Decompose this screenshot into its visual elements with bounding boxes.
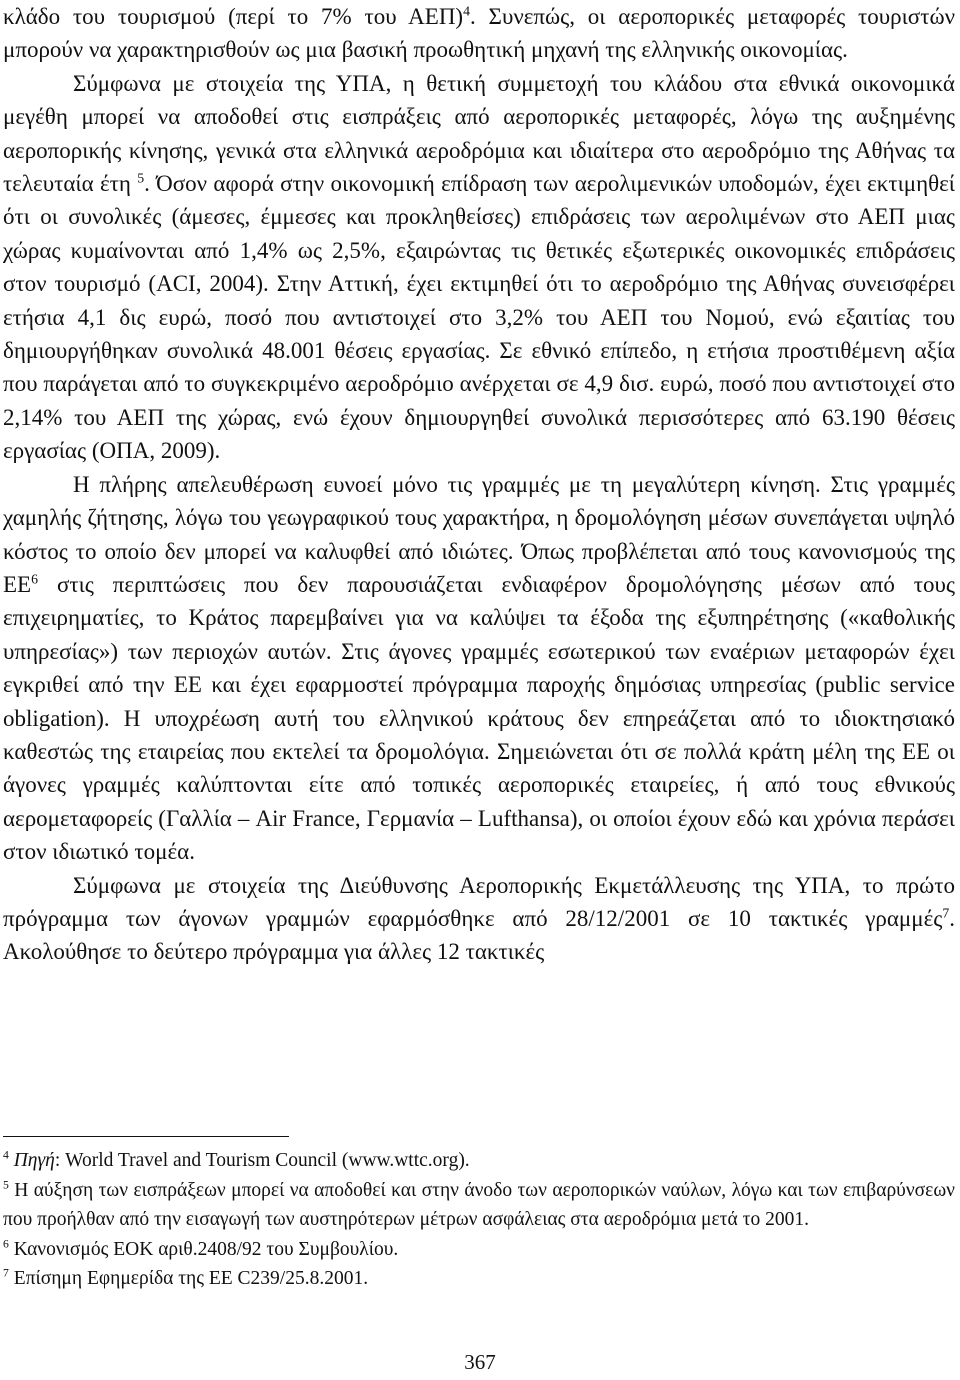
footnote-ref: 6: [31, 571, 39, 587]
page-number: 367: [464, 1350, 496, 1374]
text-run: Σύμφωνα με στοιχεία της Διεύθυνσης Αεροπορικής Εκμετάλλευσης της ΥΠΑ, το πρώτο πρόγραμμα των άγονων γραμμών εφαρμόσθηκε από 28/12/2001 σε 10 τακτικές γραμμές: [3, 872, 955, 931]
text-run: κλάδο του τουρισμού (περί το 7% του ΑΕΠ): [3, 4, 464, 29]
text-run: Η αύξηση των εισπράξεων μπορεί να αποδοθεί και στην άνοδο των αεροπορικών ναύλων, λόγω και των επιβαρύνσεων που προήλθαν από την εισαγωγή των αυστηρότερων μέτρων ασφάλειας στα αεροδρόμια μετά το 2001.: [3, 1179, 955, 1230]
footnotes: [3, 1146, 955, 1294]
text-run: . Συνεπώς, οι αεροπορικές μεταφορές τουριστών μπορούν να χαρακτηρισθούν ως μια βασική προωθητική μηχανή της ελληνικής οικονομίας.: [3, 4, 955, 63]
footnote-separator: [3, 1136, 289, 1137]
footnote-ref: 4: [463, 3, 470, 19]
paragraph: [3, 67, 955, 468]
footnote: [3, 1176, 955, 1235]
paragraph: [3, 468, 955, 869]
body-text: [3, 0, 955, 969]
footnote: [3, 1264, 955, 1294]
paragraph: [3, 0, 955, 67]
text-run: Κανονισμός ΕΟΚ αριθ.2408/92 του Συμβουλίου.: [8, 1238, 399, 1260]
footnote-ref: 6: [3, 1237, 9, 1250]
text-run-italic: Πηγή: [13, 1150, 55, 1171]
footnote-ref: 7: [3, 1266, 9, 1280]
text-run: Σύμφωνα με στοιχεία της ΥΠΑ, η θετική συμμετοχή του κλάδου στα εθνικά οικονομικά μεγέθη μπορεί να αποδοθεί στις εισπράξεις από αεροπορικές μεταφορές, λόγω της αυξημένης αεροπορικής κίνησης, γενικά στα ελληνικά αεροδρόμια και ιδιαίτερα στο αεροδρόμιο της Αθήνας τα τελευταία έτη: [3, 70, 955, 197]
footnote: [3, 1146, 955, 1176]
footnote: [3, 1235, 955, 1265]
footnote-ref: 5: [3, 1178, 9, 1191]
text-run: Επίσημη Εφημερίδα της ΕΕ C239/25.8.2001.: [8, 1268, 369, 1289]
text-run: . Ακολούθησε το δεύτερο πρόγραμμα για άλλες 12 τακτικές: [3, 905, 955, 965]
text-run: : World Travel and Tourism Council (www.wttc.org).: [54, 1150, 470, 1171]
paragraph: [3, 869, 955, 969]
text-run: Η πλήρης απελευθέρωση ευνοεί μόνο τις γραμμές με τη μεγαλύτερη κίνηση. Στις γραμμές χαμηλής ζήτησης, λόγω του γεωγραφικού τους χαρακτήρα, η δρομολόγηση μέσων συνεπάγεται υψηλό κόστος το οποίο δεν μπορεί να καλυφθεί από ιδιώτες. Όπως προβλέπεται από τους κανονισμούς της ΕΕ: [3, 471, 955, 597]
footnote-ref: 5: [137, 170, 145, 186]
footnote-ref: 7: [942, 905, 950, 921]
text-run: στις περιπτώσεις που δεν παρουσιάζεται ενδιαφέρον δρομολόγησης μέσων από τους επιχειρηματίες, το Κράτος παρεμβαίνει για να καλύψει τα έξοδα της εξυπηρέτησης («καθολικής υπηρεσίας») των περιοχών αυτών. Στις άγονες γραμμές εσωτερικού των εναέριων μεταφορών έχει εγκριθεί από την ΕΕ και έχει εφαρμοστεί πρόγραμμα παροχής δημόσιας υπηρεσίας (public service obligation). Η υποχρέωση αυτή του ελληνικού κράτους δεν επηρεάζεται από το ιδιοκτησιακό καθεστώς της εταιρείας που εκτελεί τα δρομολόγια. Σημειώνεται ότι σε πολλά κράτη μέλη της ΕΕ οι άγονες γραμμές καλύπτονται είτε από τοπικές αεροπορικές εταιρείες, ή από τους εθνικούς αερομεταφορείς (Γαλλία – Air France, Γερμανία – Lufthansa), οι οποίοι έχουν εδώ και χρόνια περάσει στον ιδιωτικό τομέα.: [3, 571, 955, 865]
footnote-ref: 4: [3, 1148, 9, 1162]
text-run: . Όσον αφορά στην οικονομική επίδραση των αερολιμενικών υποδομών, έχει εκτιμηθεί ότι οι συνολικές (άμεσες, έμμεσες και προκληθείσες) επιδράσεις των αερολιμένων στο ΑΕΠ μιας χώρας κυμαίνονται από 1,4% ως 2,5%, εξαιρώντας τις θετικές εξωτερικές οικονομικές επιδράσεις στον τουρισμό (ACI, 2004). Στην Αττική, έχει εκτιμηθεί ότι το αεροδρόμιο της Αθήνας συνεισφέρει ετήσια 4,1 δις ευρώ, ποσό που αντιστοιχεί στο 3,2% του ΑΕΠ του Νομού, ενώ εξαιτίας του δημιουργήθηκαν συνολικά 48.001 θέσεις εργασίας. Σε εθνικό επίπεδο, η ετήσια προστιθέμενη αξία που παράγεται από το συγκεκριμένο αεροδρόμιο ανέρχεται σε 4,9 δισ. ευρώ, ποσό που αντιστοιχεί στο 2,14% του ΑΕΠ της χώρας, ενώ έχουν δημιουργηθεί συνολικά περισσότερες από 63.190 θέσεις εργασίας (ΟΠΑ, 2009).: [3, 171, 955, 464]
